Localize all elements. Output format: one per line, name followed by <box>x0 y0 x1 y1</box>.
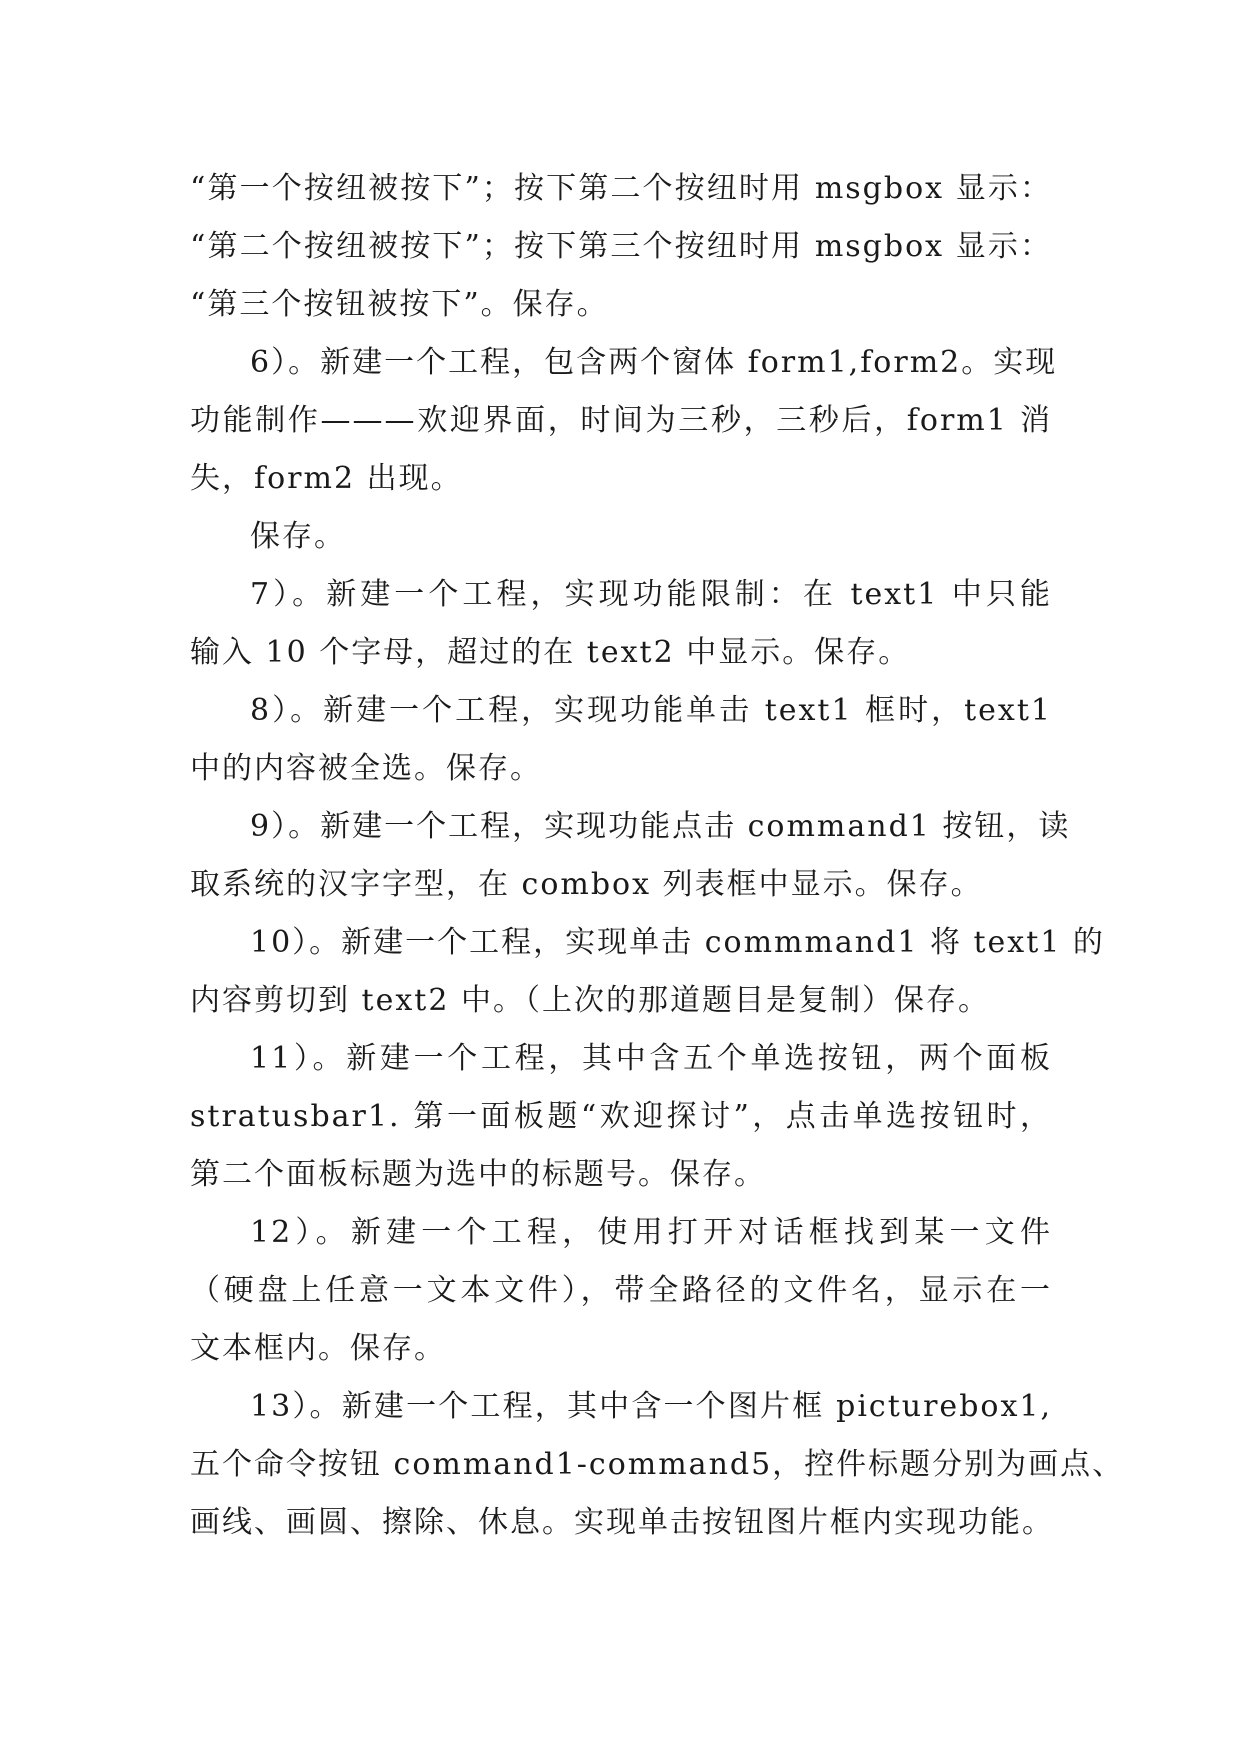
text-line: 失，form2 出现。 <box>190 461 463 496</box>
text-line: 第二个面板标题为选中的标题号。保存。 <box>190 1157 766 1192</box>
text-line: 输入 10 个字母，超过的在 text2 中显示。保存。 <box>190 635 911 670</box>
text-line: 中的内容被全选。保存。 <box>190 751 542 786</box>
text-line: 11）。新建一个工程，其中含五个单选按钮，两个面板 <box>250 1041 1052 1076</box>
text-line: 12）。新建一个工程，使用打开对话框找到某一文件 <box>250 1215 1052 1250</box>
text-line: 7）。新建一个工程，实现功能限制：在 text1 中只能 <box>250 577 1052 612</box>
text-line: 13）。新建一个工程，其中含一个图片框 picturebox1, <box>250 1389 1052 1424</box>
text-line: 画线、画圆、擦除、休息。实现单击按钮图片框内实现功能。 <box>190 1505 1054 1540</box>
text-line: （硬盘上任意一文本文件），带全路径的文件名，显示在一 <box>190 1273 1052 1308</box>
text-line: 五个命令按钮 command1-command5，控件标题分别为画点、 <box>190 1447 1125 1482</box>
text-line: 取系统的汉字字型，在 combox 列表框中显示。保存。 <box>190 867 983 902</box>
text-line: 保存。 <box>250 519 346 554</box>
text-line: 功能制作———欢迎界面，时间为三秒，三秒后，form1 消 <box>190 403 1052 438</box>
text-line: 文本框内。保存。 <box>190 1331 446 1366</box>
text-line: 10）。新建一个工程，实现单击 commmand1 将 text1 的 <box>250 925 1105 960</box>
text-line: 9）。新建一个工程，实现功能点击 command1 按钮，读 <box>250 809 1071 844</box>
text-line: stratusbar1. 第一面板题“欢迎探讨”，点击单选按钮时， <box>190 1099 1052 1134</box>
text-line: 内容剪切到 text2 中。（上次的那道题目是复制）保存。 <box>190 983 990 1018</box>
document-body <box>190 160 1125 1552</box>
text-line: 6）。新建一个工程，包含两个窗体 form1,form2。实现 <box>250 345 1058 380</box>
text-line: “第二个按纽被按下”；按下第三个按纽时用 msgbox 显示： <box>190 229 1052 264</box>
text-line: “第一个按纽被按下”；按下第二个按纽时用 msgbox 显示： <box>190 171 1052 206</box>
text-line: 8）。新建一个工程，实现功能单击 text1 框时，text1 <box>250 693 1052 728</box>
text-line: “第三个按钮被按下”。保存。 <box>190 287 609 322</box>
